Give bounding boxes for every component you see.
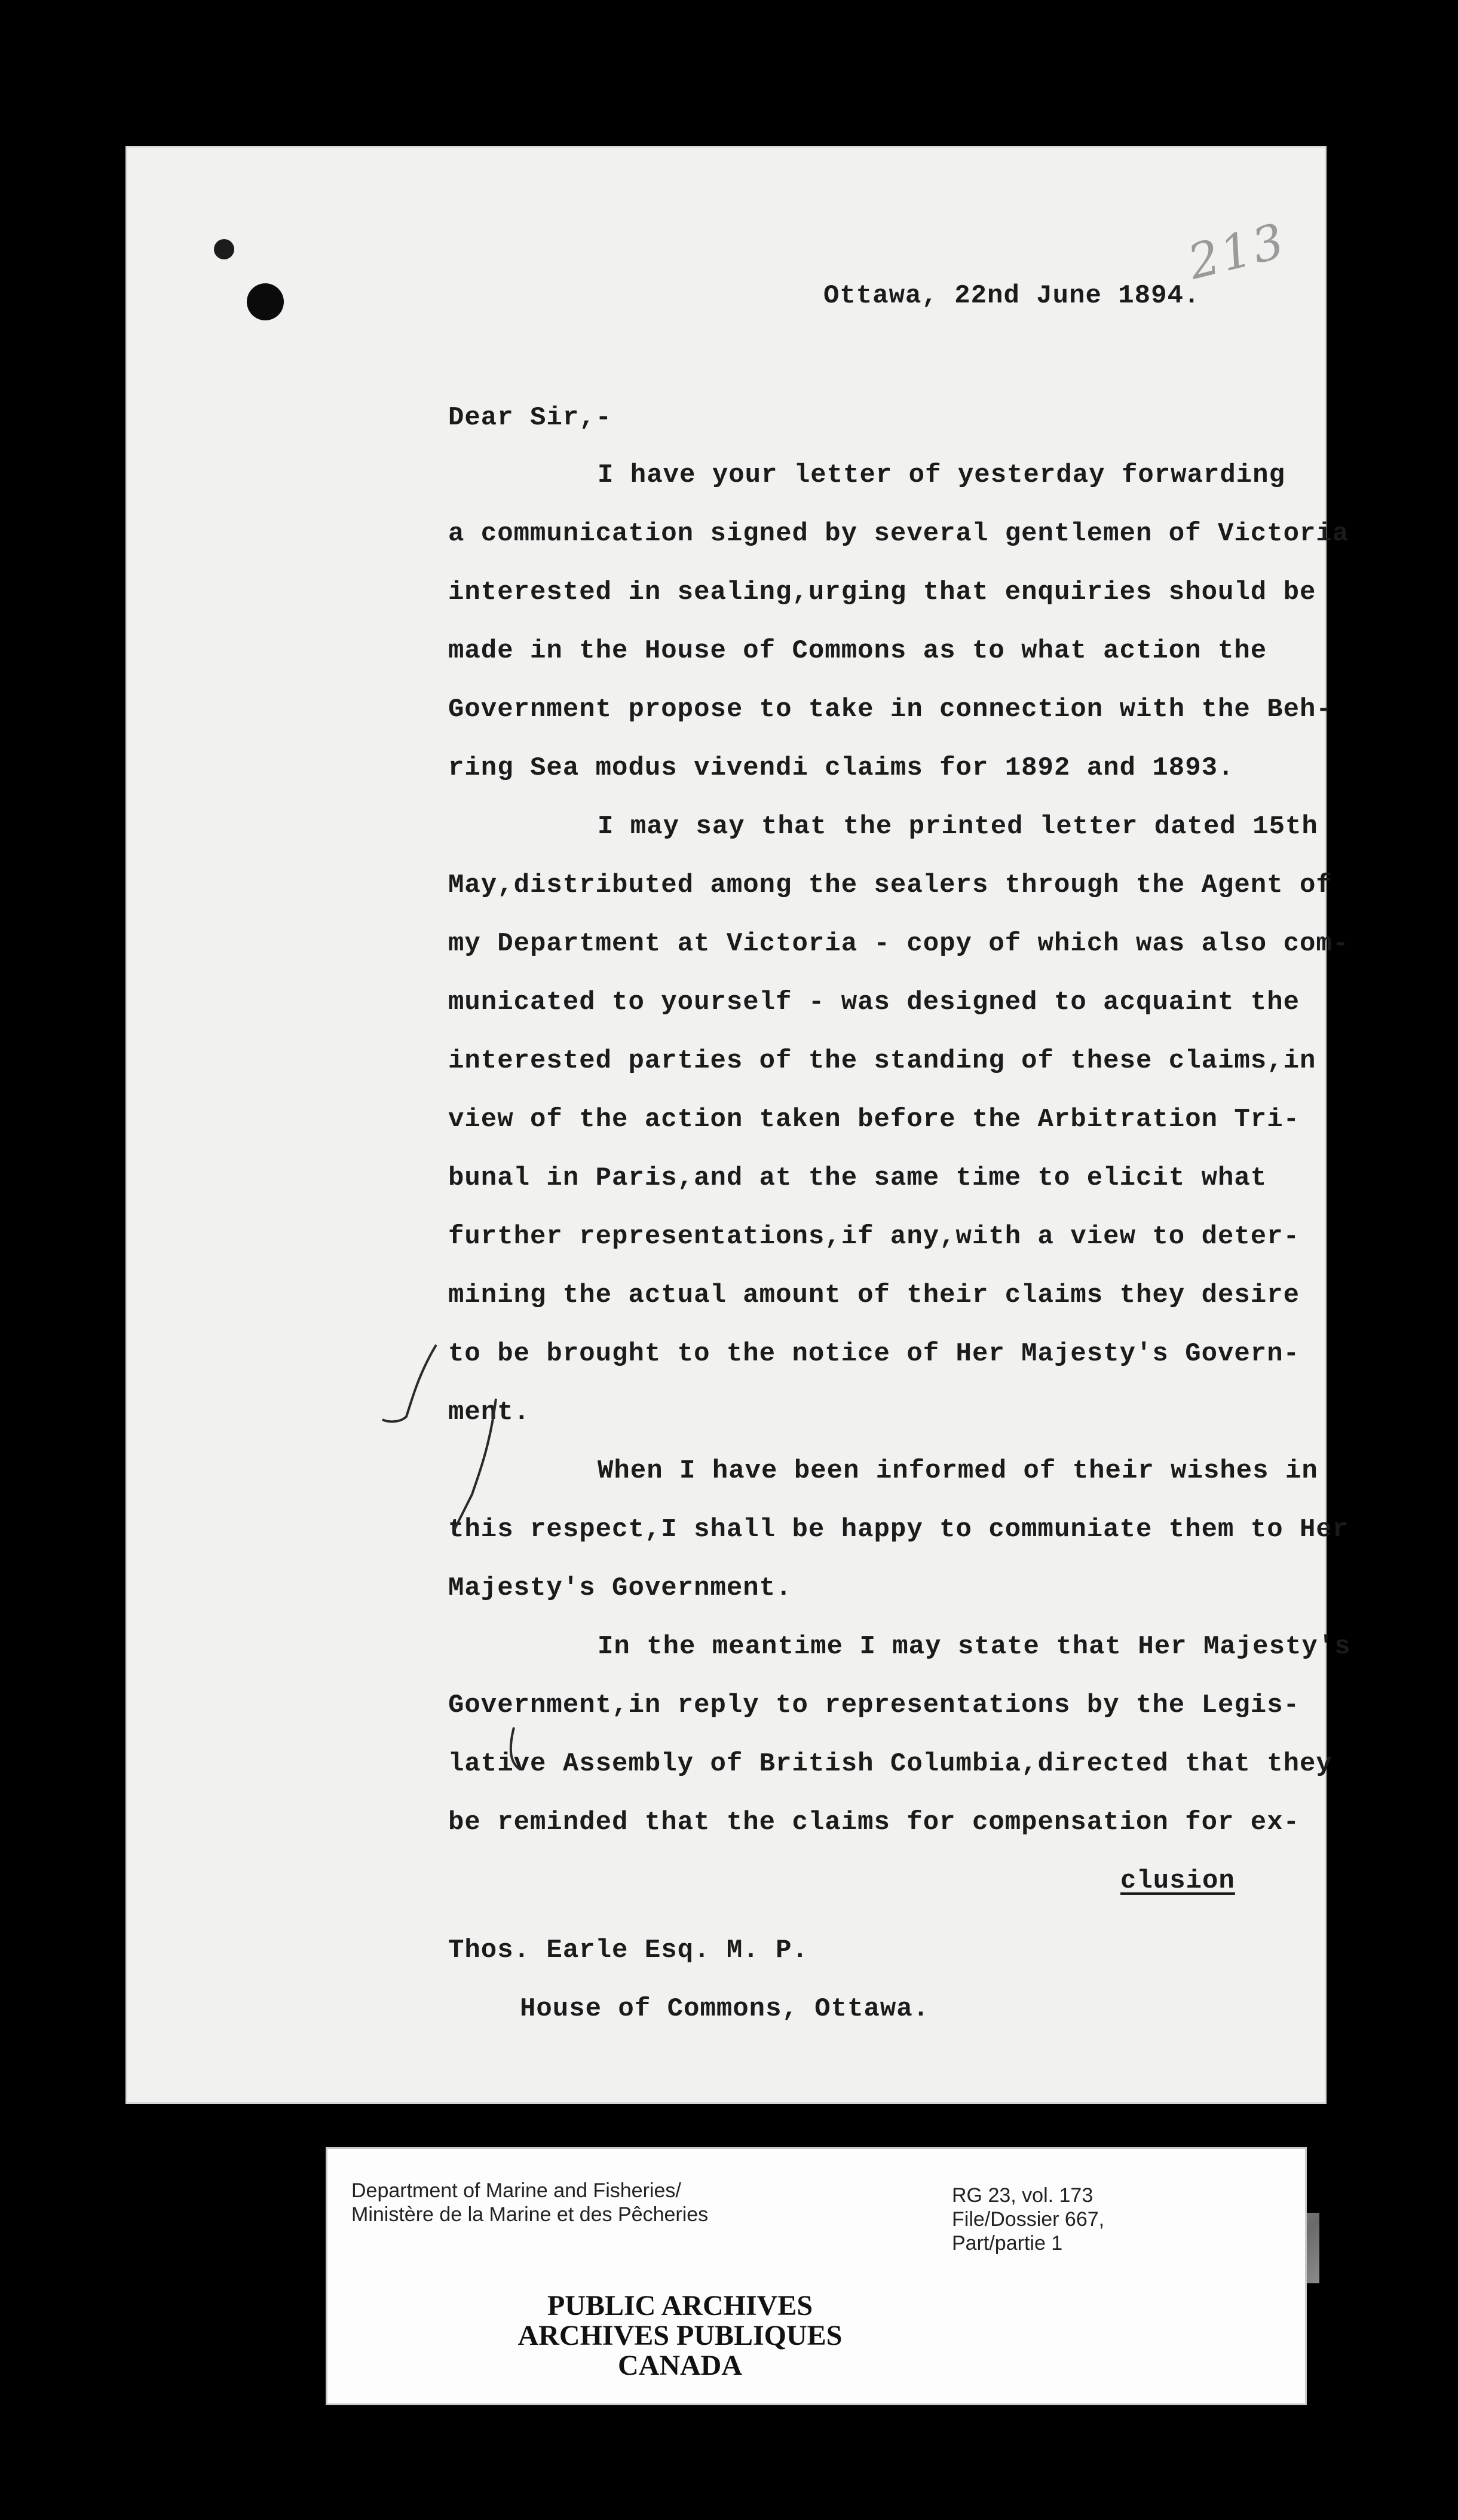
body-line: interested parties of the standing of these claims,in <box>448 1046 1316 1076</box>
reference-line: RG 23, vol. 173 <box>952 2184 1094 2207</box>
letter-page <box>125 146 1351 2104</box>
body-line: Government,in reply to representations by the Legis- <box>448 1690 1300 1720</box>
folio-number: 213 <box>1183 212 1292 290</box>
body-line: view of the action taken before the Arbitration Tri- <box>448 1105 1300 1134</box>
body-line: Majesty's Government. <box>448 1573 792 1603</box>
body-line: further representations,if any,with a view to deter- <box>448 1222 1300 1252</box>
body-line: In the meantime I may state that Her Majesty's <box>598 1632 1351 1662</box>
body-line: to be brought to the notice of Her Majesty's Govern- <box>448 1339 1300 1369</box>
body-line: mining the actual amount of their claims they desire <box>448 1280 1300 1310</box>
body-line: I may say that the printed letter dated 15th <box>598 812 1318 842</box>
body-line: May,distributed among the sealers through the Agent of <box>448 870 1333 900</box>
label-reference <box>952 2183 1104 2255</box>
body-line: municated to yourself - was designed to acquaint the <box>448 987 1300 1017</box>
institution-fr: ARCHIVES PUBLIQUES <box>517 2320 843 2351</box>
body-line: be reminded that the claims for compensation for ex- <box>448 1808 1300 1837</box>
body-line: my Department at Victoria - copy of which was also com- <box>448 929 1349 959</box>
institution-en: PUBLIC ARCHIVES <box>547 2290 813 2322</box>
addressee-name: Thos. Earle Esq. M. P. <box>448 1935 808 1965</box>
department-en: Department of Marine and Fisheries/ <box>351 2179 681 2202</box>
catchword: clusion <box>1120 1866 1235 1896</box>
body-line: Government propose to take in connection with the Beh- <box>448 695 1333 724</box>
body-line: interested in sealing,urging that enquiries should be <box>448 577 1316 607</box>
body-line: made in the House of Commons as to what action the <box>448 636 1267 666</box>
body-line: bunal in Paris,and at the same time to elicit what <box>448 1163 1267 1193</box>
body-line: When I have been informed of their wishes in <box>598 1456 1318 1486</box>
label-department <box>351 2179 708 2227</box>
archive-label <box>326 2147 1307 2405</box>
reference-line: File/Dossier 667, <box>952 2208 1105 2231</box>
ink-spot <box>214 239 234 259</box>
label-institution <box>327 2291 1033 2381</box>
body-line: lative Assembly of British Columbia,directed that they <box>448 1749 1333 1779</box>
reference-line: Part/partie 1 <box>952 2232 1063 2255</box>
body-line: I have your letter of yesterday forwarding <box>598 460 1285 490</box>
salutation: Dear Sir,- <box>448 403 612 433</box>
body-line: ment. <box>448 1397 531 1427</box>
addressee-address: House of Commons, Ottawa. <box>520 1994 930 2024</box>
institution-country: CANADA <box>618 2350 742 2381</box>
letter-date: Ottawa, 22nd June 1894. <box>823 281 1200 311</box>
body-line: a communication signed by several gentlemen of Victoria <box>448 519 1349 549</box>
body-line: ring Sea modus vivendi claims for 1892 and 1893. <box>448 753 1235 783</box>
body-line: this respect,I shall be happy to communiate them to Her <box>448 1515 1349 1545</box>
department-fr: Ministère de la Marine et des Pêcheries <box>351 2203 709 2226</box>
punch-hole <box>247 283 284 320</box>
